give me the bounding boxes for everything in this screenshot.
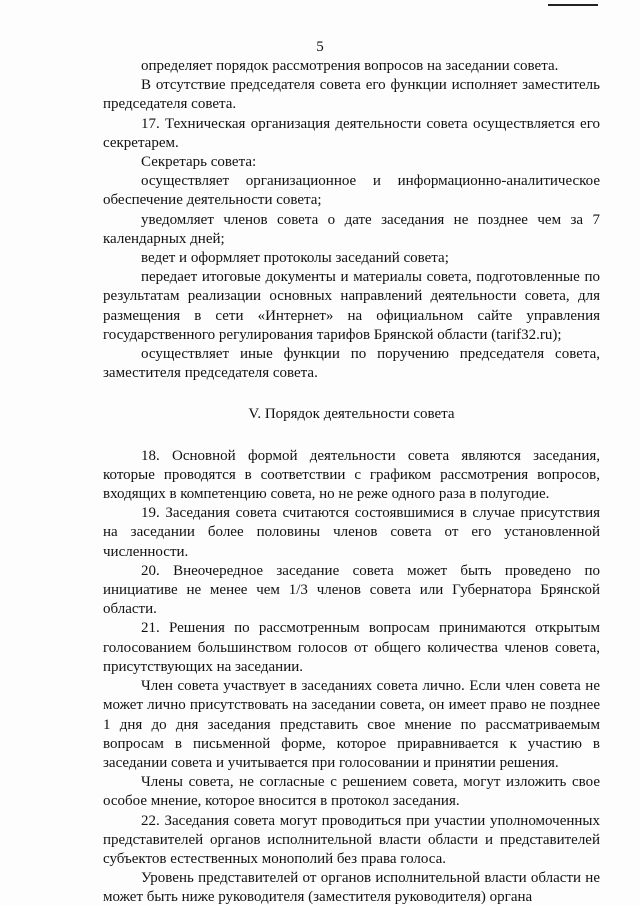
document-body <box>103 57 600 908</box>
paragraph: Секретарь совета: <box>141 154 257 171</box>
paragraph: 17. Техническая организация деятельности совета осуществляется его секретарем. <box>103 115 600 151</box>
paragraph: 19. Заседания совета считаются состоявшимися в случае присутствия на заседании более половины членов совета от его установленной численности. <box>103 505 600 560</box>
paragraph: осуществляет иные функции по поручению председателя совета, заместителя председателя совета. <box>103 346 600 382</box>
paragraph: 18. Основной формой деятельности совета являются заседания, которые проводятся в соответствии с графиком рассмотрения вопросов, входящих в компетенцию совета, но не реже одного раза в полугодие. <box>103 447 600 503</box>
paragraph: определяет порядок рассмотрения вопросов на заседании совета. <box>141 58 559 74</box>
paragraph: Уровень представителей от органов исполнительной власти области не может быть ниже руководителя (заместителя руководителя) органа <box>103 870 600 906</box>
paragraph: передает итоговые документы и материалы совета, подготовленные по результатам реализации основных направлений деятельности совета, для размещения в сети «Интернет» на официальном сайте управления государственного регулирования тарифов Брянской области (tarif32.ru); <box>103 269 600 343</box>
section-heading: V. Порядок деятельности совета <box>248 406 455 423</box>
paragraph: 22. Заседания совета могут проводиться при участии уполномоченных представителей органов исполнительной власти области и представителей субъектов естественных монополий без права голоса. <box>103 812 600 867</box>
paragraph: ведет и оформляет протоколы заседаний совета; <box>141 250 449 267</box>
page-number: 5 <box>316 39 324 55</box>
paragraph: В отсутствие председателя совета его функции исполняет заместитель председателя совета. <box>103 77 600 113</box>
scan-mark <box>548 4 598 6</box>
paragraph: уведомляет членов совета о дате заседания не позднее чем за 7 календарных дней; <box>103 211 600 247</box>
paragraph: 20. Внеочередное заседание совета может быть проведено по инициативе не менее чем 1/3 членов совета или Губернатора Брянской области. <box>103 562 600 618</box>
paragraph: Члены совета, не согласные с решением совета, могут изложить свое особое мнение, которое вносится в протокол заседания. <box>103 774 600 810</box>
paragraph: 21. Решения по рассмотренным вопросам принимаются открытым голосованием большинством голосов от общего количества членов совета, присутствующих на заседании. <box>103 620 600 675</box>
paragraph: Член совета участвует в заседаниях совета лично. Если член совета не может лично присутствовать на заседании совета, он имеет право не позднее 1 дня до дня заседания представить свое мнение по рассматриваемым вопросам в письменной форме, которое приравнивается к участию в заседании совета и учитывается при голосовании и принятии решения. <box>103 678 600 771</box>
paragraph: осуществляет организационное и информационно-аналитическое обеспечение деятельности совета; <box>103 173 600 209</box>
